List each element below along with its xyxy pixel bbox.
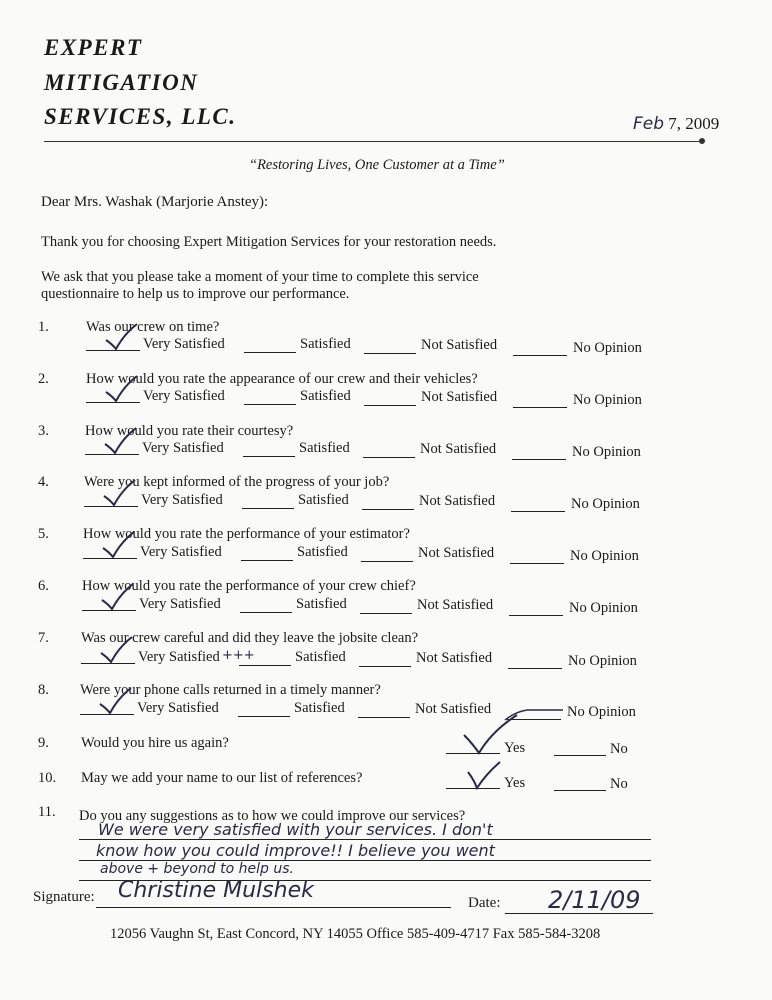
not-satisfied-blank	[359, 666, 411, 667]
no-opinion-label: No Opinion	[572, 444, 641, 460]
company-name-line-1: EXPERT	[44, 35, 143, 60]
satisfied-label: Satisfied	[297, 544, 348, 560]
not-satisfied-blank	[360, 613, 412, 614]
thanks-text: Thank you for choosing Expert Mitigation Services for your restoration needs.	[41, 234, 497, 250]
signature: Christine Mulshek	[118, 878, 314, 903]
very-satisfied-label: Very Satisfied	[143, 336, 225, 352]
signature-label: Signature:	[33, 889, 95, 905]
not-satisfied-label: Not Satisfied	[418, 545, 495, 561]
very-satisfied-label: Very Satisfied	[142, 440, 224, 456]
question-number: 7.	[38, 630, 49, 646]
satisfied-blank	[240, 612, 292, 613]
satisfied-label: Satisfied	[300, 336, 351, 352]
no-opinion-blank	[513, 355, 567, 356]
company-name-line-3: SERVICES, LLC.	[44, 104, 237, 129]
question-text: Were your phone calls returned in a timely manner?	[80, 682, 381, 698]
checkmark-icon	[104, 374, 140, 404]
satisfied-blank	[243, 456, 295, 457]
satisfied-label: Satisfied	[296, 596, 347, 612]
header-rule-dot	[699, 138, 705, 144]
not-satisfied-label: Not Satisfied	[415, 701, 492, 717]
date-value: 2/11/09	[548, 886, 641, 914]
suggestion-line	[79, 839, 651, 840]
satisfied-blank	[244, 404, 296, 405]
satisfied-label: Satisfied	[300, 388, 351, 404]
very-satisfied-label: Very Satisfied	[140, 544, 222, 560]
no-opinion-blank	[510, 563, 564, 564]
satisfied-label: Satisfied	[298, 492, 349, 508]
question-number: 11.	[38, 804, 56, 820]
question-text: Were you kept informed of the progress of your job?	[84, 474, 390, 490]
question-text: Do you any suggestions as to how we could improve our services?	[79, 808, 466, 824]
checkmark-icon	[101, 530, 137, 560]
question-text: How would you rate their courtesy?	[85, 423, 294, 439]
satisfied-blank	[238, 716, 290, 717]
question-text: Was our crew on time?	[86, 319, 220, 335]
not-satisfied-label: Not Satisfied	[419, 493, 496, 509]
satisfied-blank	[241, 560, 293, 561]
question-text: How would you rate the performance of your estimator?	[83, 526, 410, 542]
question-number: 9.	[38, 735, 49, 751]
not-satisfied-label: Not Satisfied	[421, 337, 498, 353]
not-satisfied-blank	[362, 509, 414, 510]
no-opinion-label: No Opinion	[569, 600, 638, 616]
very-satisfied-label: Very Satisfied	[138, 649, 220, 665]
checkmark-icon	[103, 426, 139, 456]
question-text: Would you hire us again?	[81, 735, 229, 751]
satisfied-blank	[239, 665, 291, 666]
no-opinion-blank	[512, 459, 566, 460]
no-blank	[554, 790, 606, 791]
checkmark-icon	[102, 478, 138, 508]
not-satisfied-blank	[361, 561, 413, 562]
very-satisfied-label: Very Satisfied	[137, 700, 219, 716]
not-satisfied-label: Not Satisfied	[420, 441, 497, 457]
letter-date	[633, 114, 719, 134]
no-opinion-blank	[511, 511, 565, 512]
no-blank	[554, 755, 606, 756]
no-label: No	[610, 776, 628, 792]
suggestion-text-line-3: above + beyond to help us.	[100, 861, 294, 877]
question-number: 4.	[38, 474, 49, 490]
checkmark-icon	[99, 635, 135, 665]
no-opinion-blank	[513, 407, 567, 408]
satisfied-label: Satisfied	[295, 649, 346, 665]
not-satisfied-blank	[363, 457, 415, 458]
no-opinion-label: No Opinion	[568, 653, 637, 669]
no-label: No	[610, 741, 628, 757]
satisfied-label: Satisfied	[294, 700, 345, 716]
yes-label: Yes	[504, 775, 526, 791]
no-opinion-label: No Opinion	[571, 496, 640, 512]
footer-address: 12056 Vaughn St, East Concord, NY 14055 Office 585-409-4717 Fax 585-584-3208	[110, 926, 601, 942]
not-satisfied-blank	[364, 405, 416, 406]
no-opinion-label: No Opinion	[567, 704, 636, 720]
question-number: 10.	[38, 770, 57, 786]
question-text: How would you rate the appearance of our crew and their vehicles?	[86, 371, 478, 387]
no-opinion-blank	[508, 668, 562, 669]
date-day-year: 7, 2009	[668, 114, 720, 133]
question-text: Was our crew careful and did they leave the jobsite clean?	[81, 630, 419, 646]
salutation: Dear Mrs. Washak (Marjorie Anstey):	[41, 194, 269, 210]
not-satisfied-label: Not Satisfied	[421, 389, 498, 405]
signature-line	[96, 907, 451, 908]
not-satisfied-blank	[364, 353, 416, 354]
no-opinion-label: No Opinion	[573, 340, 642, 356]
question-text: How would you rate the performance of your crew chief?	[82, 578, 416, 594]
suggestion-text-line-2: know how you could improve!! I believe you went	[96, 841, 495, 860]
checkmark-icon	[104, 322, 140, 352]
handwritten-note: +++	[222, 648, 255, 663]
no-opinion-label: No Opinion	[570, 548, 639, 564]
question-number: 6.	[38, 578, 49, 594]
very-satisfied-label: Very Satisfied	[139, 596, 221, 612]
question-number: 2.	[38, 371, 49, 387]
question-number: 8.	[38, 682, 49, 698]
question-number: 5.	[38, 526, 49, 542]
satisfied-blank	[244, 352, 296, 353]
not-satisfied-label: Not Satisfied	[416, 650, 493, 666]
company-name-line-2: MITIGATION	[44, 70, 199, 95]
date-label: Date:	[468, 895, 501, 911]
very-satisfied-label: Very Satisfied	[141, 492, 223, 508]
checkmark-icon	[98, 686, 134, 716]
suggestion-text-line-1: We were very satisfied with your services. I don't	[98, 820, 493, 839]
not-satisfied-blank	[358, 717, 410, 718]
checkmark-icon	[466, 760, 506, 792]
not-satisfied-label: Not Satisfied	[417, 597, 494, 613]
checkmark-icon	[100, 582, 136, 612]
checkmark-icon	[462, 713, 522, 758]
question-text: May we add your name to our list of references?	[81, 770, 363, 786]
no-opinion-label: No Opinion	[573, 392, 642, 408]
slogan: “Restoring Lives, One Customer at a Time”	[249, 157, 505, 173]
question-number: 3.	[38, 423, 49, 439]
question-number: 1.	[38, 319, 49, 335]
very-satisfied-label: Very Satisfied	[143, 388, 225, 404]
date-month-handwritten: Feb	[633, 114, 665, 134]
header-rule	[44, 141, 704, 142]
request-text-line-2: questionnaire to help us to improve our performance.	[41, 286, 350, 302]
satisfied-label: Satisfied	[299, 440, 350, 456]
satisfied-blank	[242, 508, 294, 509]
request-text-line-1: We ask that you please take a moment of your time to complete this service	[41, 269, 479, 285]
no-opinion-blank	[509, 615, 563, 616]
yes-label: Yes	[504, 740, 526, 756]
